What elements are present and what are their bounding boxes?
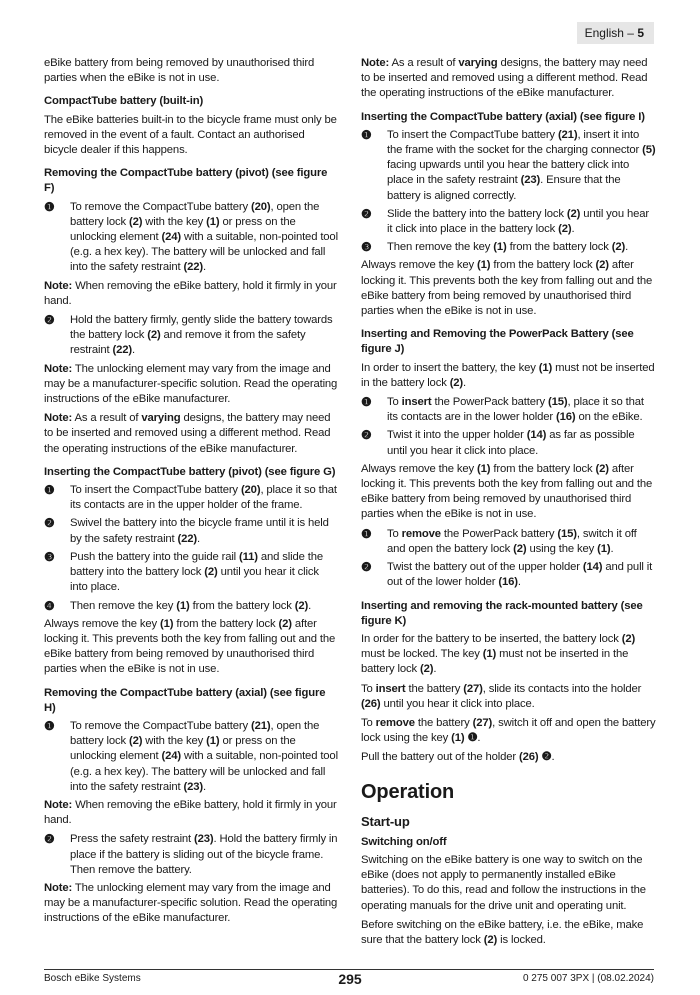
step-number: ❸ — [44, 549, 55, 564]
list-item — [44, 832, 339, 878]
step-text: . Ensure that the battery is aligned correctly. — [387, 174, 621, 202]
body-text: after locking it. This prevents both the key from falling out and the eBike battery from being removed by unauthorised third parties when the eBike is not in use. — [361, 259, 653, 318]
body-text: . — [463, 376, 467, 389]
step-text: , place it so that its contacts are in the upper holder of the frame. — [70, 484, 337, 512]
step-text: Press the safety restraint — [70, 833, 195, 846]
body-text: Always remove the key — [361, 259, 477, 272]
ref-number: (1) — [206, 735, 220, 748]
list-item — [44, 483, 339, 513]
heading-remove-pivot: Removing the CompactTube battery (pivot) (see figure F) — [44, 167, 328, 195]
body-emphasis: remove — [375, 716, 415, 729]
step-emphasis: remove — [401, 527, 441, 540]
note — [44, 798, 339, 828]
ref-number: (21) — [557, 128, 578, 141]
note — [44, 881, 339, 927]
intro-text: eBike battery from being removed by unauthorised third parties when the eBike is not in use. — [44, 57, 315, 85]
ref-number: (2) — [595, 462, 609, 475]
note-emphasis: varying — [141, 412, 181, 425]
step-text: from the battery lock — [506, 241, 612, 254]
list-item — [361, 428, 656, 458]
ref-number: (2) — [128, 215, 143, 228]
body-text: . — [433, 663, 437, 676]
step-text: Twist it into the upper holder — [387, 429, 527, 442]
ref-number: (1) — [493, 241, 507, 254]
body-text: Pull the battery out of the holder — [361, 751, 520, 764]
body-text: Before switching on the eBike battery, i.e. the eBike, make sure that the battery lock — [361, 918, 644, 946]
rack-text — [361, 682, 656, 712]
step-text: or press on the unlocking element — [70, 215, 296, 244]
step-text: from the battery lock — [189, 599, 295, 612]
ref-number: (20) — [240, 484, 261, 497]
step-text: as far as possible until you hear it click into place. — [387, 429, 635, 457]
body-text: Always remove the key — [361, 462, 477, 475]
step-text: . — [517, 576, 521, 589]
step-text: the PowerPack battery — [440, 527, 558, 540]
ref-number: (1) — [160, 617, 174, 630]
list-item — [44, 719, 339, 795]
body-text: after locking it. This prevents both the key from falling out and the eBike battery from being removed by unauthorised third parties when the eBike is not in use. — [44, 617, 336, 676]
list-item — [361, 560, 656, 590]
body-text: , switch it off and open the battery lock using the key — [361, 716, 656, 745]
step-text: To — [387, 527, 402, 540]
step-text: To remove the CompactTube battery — [70, 719, 251, 732]
step-text: . Hold the battery firmly in place if the battery is sliding out of the bicycle frame. Then remove the battery. — [70, 833, 338, 876]
ref-number: (21) — [250, 719, 271, 732]
ref-number: (27) — [472, 716, 493, 729]
ref-number: (1) — [477, 462, 491, 475]
footer-company: Bosch eBike Systems — [44, 973, 141, 984]
left-column — [44, 56, 339, 931]
section-title-operation: Operation — [361, 780, 455, 803]
note-label: Note: — [361, 57, 390, 69]
header-page-number: 5 — [637, 26, 644, 40]
list-item — [44, 550, 339, 596]
ref-number: (2) — [147, 329, 161, 342]
note-text: As a result of — [389, 57, 459, 69]
step-number: ❶ — [44, 718, 55, 733]
body-text: must be locked. The key — [361, 648, 483, 661]
ref-number: (2) — [513, 542, 527, 555]
body-text: , slide its contacts into the holder — [482, 682, 642, 695]
note-label: Note: — [44, 798, 73, 811]
footer-doc-id: 0 275 007 3PX | (08.02.2024) — [522, 973, 654, 984]
ref-number: (26) ❷ — [519, 751, 552, 764]
ref-number: (1) — [176, 599, 190, 612]
heading-switching: Switching on/off — [361, 835, 447, 848]
header-language: English – — [584, 26, 638, 40]
rack-text — [361, 632, 656, 678]
body-text: from the battery lock — [490, 462, 596, 475]
step-number: ❶ — [361, 526, 372, 541]
ref-number: (2) — [621, 632, 636, 645]
body-emphasis: insert — [375, 682, 406, 695]
body-text: . — [551, 751, 555, 764]
body-text: . — [477, 732, 481, 745]
list-item — [44, 313, 339, 359]
step-text: . — [308, 599, 312, 612]
note — [361, 56, 656, 102]
ref-number: (1) — [538, 361, 553, 374]
body-text: is locked. — [497, 933, 546, 946]
body-text: In order to insert the battery, the key — [361, 361, 539, 374]
note-text: designs, the battery may need to be inserted and removed using a different method. Read the operating instructions of the eBike manufacturer. — [361, 57, 648, 100]
ref-number: (2) — [419, 663, 434, 676]
note — [44, 279, 339, 309]
step-text: Then remove the key — [70, 599, 177, 612]
list-item — [361, 527, 656, 557]
heading-rack-battery: Inserting and removing the rack-mounted battery (see figure K) — [361, 599, 643, 627]
list-item — [361, 240, 656, 255]
remove-key-text — [44, 617, 339, 678]
step-text: until you hear it click into place in the battery lock — [387, 207, 649, 236]
note-label: Note: — [44, 362, 73, 375]
step-text: . — [131, 344, 135, 357]
body-text: To — [361, 682, 376, 695]
body-text: must not be inserted in the battery lock — [361, 648, 629, 676]
note-label: Note: — [44, 881, 73, 894]
ref-number: (22) — [183, 261, 204, 274]
ref-number: (2) — [558, 223, 572, 236]
step-text: and slide the battery into the battery lock — [70, 550, 324, 579]
ref-number: (15) — [547, 396, 568, 409]
step-text: , open the battery lock — [70, 719, 320, 748]
ref-number: (2) — [595, 259, 609, 272]
step-number: ❷ — [44, 832, 55, 847]
note-text: The unlocking element may vary from the image and may be a manufacturer-specific solution. Read the operating instructions of the eBike manufacturer. — [44, 362, 338, 406]
body-text: after locking it. This prevents both the key from falling out and the eBike battery from being removed by unauthorised third parties when the eBike is not in use. — [361, 462, 653, 521]
list-item — [44, 200, 339, 276]
step-text: To remove the CompactTube battery — [70, 200, 251, 213]
ref-number: (2) — [278, 617, 292, 630]
note-text: The unlocking element may vary from the image and may be a manufacturer-specific solution. Read the operating instructions of the eBike manufacturer. — [44, 881, 338, 925]
step-text: using the key — [526, 542, 598, 555]
step-text: , place it so that its contacts are in the lower holder — [387, 396, 644, 424]
step-text: with the key — [142, 735, 207, 748]
note-label: Note: — [44, 412, 73, 425]
step-text: , switch it off and open the battery lock — [387, 527, 637, 555]
step-text: on the eBike. — [575, 411, 643, 424]
heading-insert-axial: Inserting the CompactTube battery (axial) (see figure I) — [361, 110, 645, 123]
subsection-title-startup: Start-up — [361, 813, 410, 829]
body-text: the battery — [405, 682, 464, 695]
step-number: ❹ — [44, 598, 55, 613]
step-number: ❷ — [361, 560, 372, 575]
ref-number: (23) — [520, 174, 541, 187]
note — [44, 362, 339, 408]
step-text: To insert the CompactTube battery — [70, 484, 241, 497]
step-text: . — [610, 542, 614, 555]
step-number: ❶ — [44, 199, 55, 214]
step-text: with a suitable, non-pointed tool (e.g. a hex key). The battery will be unlocked and fall into the safety restraint — [70, 231, 338, 274]
step-text: . — [571, 223, 575, 236]
step-emphasis: insert — [401, 396, 432, 409]
ref-number: (16) — [498, 576, 518, 589]
body-text: from the battery lock — [173, 617, 279, 630]
step-text: facing upwards until you hear the battery click into place in the safety restraint — [387, 159, 630, 187]
ref-number: (1) — [482, 648, 497, 661]
step-text: . — [203, 261, 207, 274]
note-text: designs, the battery may need to be inserted and removed using a different method. Read the operating instructions of the eBike manufacturer. — [44, 412, 331, 455]
body-text: until you hear it click into place. — [380, 697, 535, 710]
list-item — [361, 128, 656, 204]
rack-text — [361, 716, 656, 746]
step-number: ❷ — [361, 428, 372, 443]
body-text: must not be inserted in the battery lock — [361, 361, 655, 389]
list-item — [44, 516, 339, 546]
step-text: , open the battery lock — [70, 200, 320, 228]
footer-divider — [44, 969, 654, 970]
step-text: . — [197, 532, 201, 545]
step-number: ❷ — [44, 313, 55, 328]
ref-number: (11) — [239, 550, 258, 563]
step-text: or press on the unlocking element — [70, 735, 296, 763]
footer-page-number: 295 — [338, 971, 362, 987]
ref-number: (22) — [112, 344, 132, 357]
step-number: ❶ — [44, 483, 55, 498]
step-number: ❶ — [361, 395, 372, 410]
switching-text: Switching on the eBike battery is one way to switch on the eBike (does not apply to permanently installed eBike batteries). To do this, read and follow the instructions in the operating manuals for the drive unit and operating unit. — [361, 853, 646, 912]
ref-number: (5) — [642, 144, 656, 157]
step-number: ❶ — [361, 127, 372, 142]
list-item — [361, 207, 656, 237]
ref-number: (14) — [526, 429, 547, 442]
ref-number: (23) — [183, 780, 204, 793]
ref-number: (16) — [556, 411, 576, 424]
body-text: To — [361, 716, 376, 729]
ref-number: (1) — [477, 259, 491, 272]
step-text: the PowerPack battery — [431, 396, 548, 409]
heading-powerpack: Inserting and Removing the PowerPack Battery (see figure J) — [361, 328, 634, 356]
step-text: Slide the battery into the battery lock — [387, 207, 567, 220]
ref-number: (1) — [597, 542, 611, 555]
step-text: , insert it into the frame with the socket for the charging connector — [387, 128, 643, 157]
step-text: with the key — [142, 215, 207, 228]
note — [44, 411, 339, 457]
body-text: In order for the battery to be inserted, the battery lock — [361, 632, 622, 645]
body-text: Always remove the key — [44, 617, 160, 630]
step-number: ❷ — [361, 206, 372, 221]
ref-number: (24) — [161, 231, 181, 244]
heading-insert-pivot: Inserting the CompactTube battery (pivot) (see figure G) — [44, 465, 336, 478]
step-text: . — [203, 780, 207, 793]
ref-number: (2) — [294, 599, 309, 612]
step-text: Push the battery into the guide rail — [70, 550, 240, 563]
compacttube-builtin-text: The eBike batteries built-in to the bicycle frame must only be removed in the event of a fault. Contact an authorised bicycle dealer if this happens. — [44, 113, 337, 157]
step-text: To insert the CompactTube battery — [387, 128, 558, 141]
step-text: . — [625, 241, 629, 254]
note-label: Note: — [44, 279, 73, 292]
step-text: and pull it out of the lower holder — [387, 561, 653, 589]
ref-number: (2) — [204, 566, 218, 579]
ref-number: (2) — [128, 735, 143, 748]
heading-compacttube-builtin: CompactTube battery (built-in) — [44, 95, 204, 108]
note-emphasis: varying — [458, 57, 498, 69]
ref-number: (26) — [361, 697, 381, 710]
remove-key-text — [361, 258, 656, 319]
switching-text — [361, 918, 656, 948]
page-header — [577, 22, 654, 44]
ref-number: (2) — [483, 933, 498, 946]
step-text: Then remove the key — [387, 241, 494, 254]
step-text: Twist the battery out of the upper holder — [387, 561, 583, 574]
ref-number: (24) — [161, 750, 181, 763]
step-number: ❸ — [361, 240, 372, 255]
step-text: Swivel the battery into the bicycle frame until it is held by the safety restraint — [70, 517, 329, 545]
note-text: When removing the eBike battery, hold it firmly in your hand. — [44, 279, 337, 307]
body-text: from the battery lock — [490, 259, 596, 272]
remove-key-text — [361, 462, 656, 523]
note-text: As a result of — [72, 412, 142, 425]
powerpack-intro — [361, 361, 656, 391]
right-column — [361, 56, 656, 952]
step-text: To — [387, 396, 402, 409]
list-item — [44, 599, 339, 614]
step-text: until you hear it click into place. — [70, 566, 319, 594]
ref-number: (2) — [449, 376, 464, 389]
step-text: with a suitable, non-pointed tool (e.g. a hex key). The battery will be unlocked and fall into the safety restraint — [70, 750, 338, 793]
step-text: and remove it from the safety restraint — [70, 329, 306, 357]
ref-number: (27) — [463, 682, 483, 695]
ref-number: (22) — [177, 532, 198, 545]
heading-remove-axial: Removing the CompactTube battery (axial) (see figure H) — [44, 686, 326, 714]
ref-number: (1) ❶ — [451, 732, 478, 745]
step-text: Hold the battery firmly, gently slide the battery towards the battery lock — [70, 314, 333, 342]
ref-number: (14) — [582, 561, 603, 574]
ref-number: (1) — [206, 215, 220, 228]
ref-number: (15) — [557, 527, 577, 540]
body-text: the battery — [414, 716, 473, 729]
step-number: ❷ — [44, 516, 55, 531]
ref-number: (2) — [611, 241, 626, 254]
ref-number: (2) — [566, 207, 581, 220]
rack-text — [361, 750, 656, 765]
ref-number: (23) — [194, 833, 214, 846]
note-text: When removing the eBike battery, hold it firmly in your hand. — [44, 798, 337, 827]
list-item — [361, 395, 656, 425]
ref-number: (20) — [250, 200, 271, 213]
